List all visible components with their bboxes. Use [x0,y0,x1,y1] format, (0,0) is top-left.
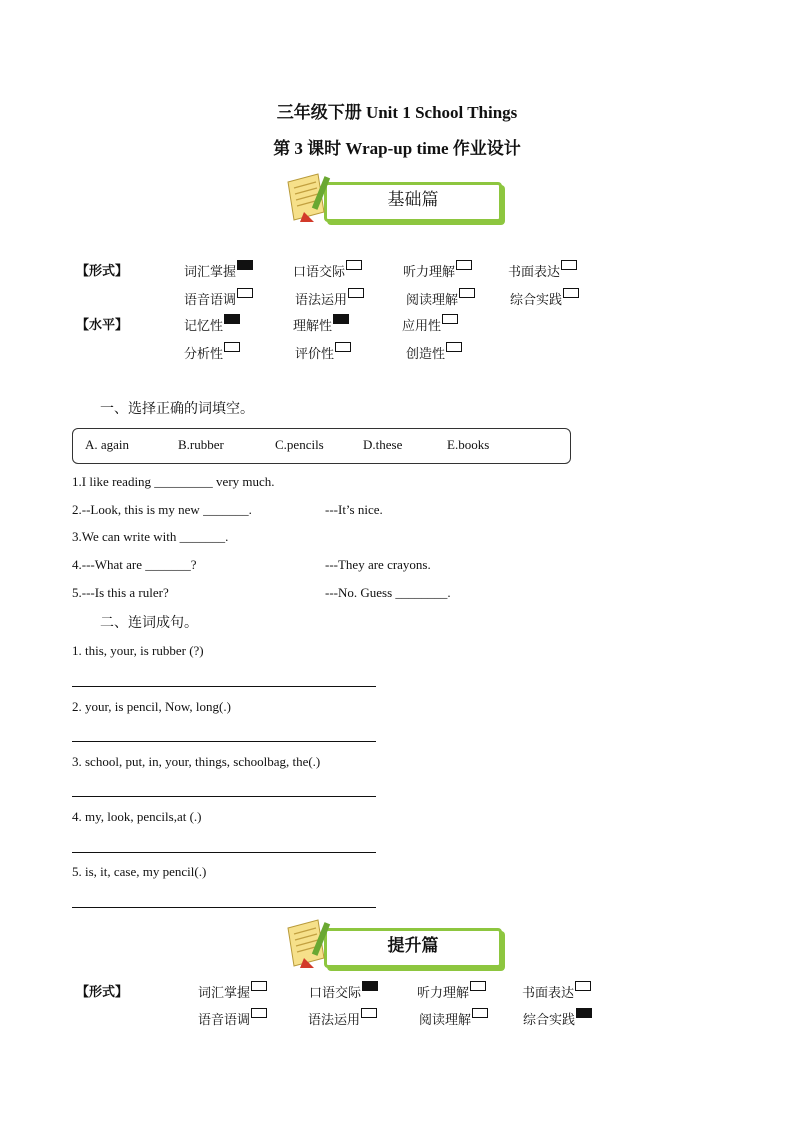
answer-line-4[interactable] [72,852,376,853]
level-item-evaluation: 评价性 [295,342,351,362]
notepad-pencil-icon [284,172,340,224]
form2-item-listening: 听力理解 [417,981,486,1001]
checkbox[interactable] [251,1008,267,1018]
form2-item-writing: 书面表达 [522,981,591,1001]
form2-item-reading: 阅读理解 [419,1008,488,1028]
form-item-writing: 书面表达 [508,260,577,280]
form-item-reading: 阅读理解 [406,288,475,308]
page-title: 三年级下册 Unit 1 School Things [276,103,518,122]
checkbox[interactable] [575,981,591,991]
question-5-reply: ---No. Guess ________. [325,585,451,600]
checkbox[interactable] [561,260,577,270]
option-e: E.books [447,437,490,452]
level-item-creation: 创造性 [406,342,462,362]
sentence-item-1: 1. this, your, is rubber (?) [72,643,204,658]
level-item-analysis: 分析性 [184,342,240,362]
checkbox[interactable] [563,288,579,298]
notepad-pencil-icon [284,918,340,970]
checkbox[interactable] [224,342,240,352]
checkbox-checked[interactable] [237,260,253,270]
question-2-reply: ---It’s nice. [325,502,383,517]
checkbox[interactable] [348,288,364,298]
sentence-item-5: 5. is, it, case, my pencil(.) [72,864,207,879]
form-item-speaking: 口语交际 [293,260,362,280]
checkbox-checked[interactable] [576,1008,592,1018]
checkbox[interactable] [251,981,267,991]
level-item-understanding: 理解性 [293,314,349,334]
form2-item-grammar: 语法运用 [308,1008,377,1028]
checkbox[interactable] [446,342,462,352]
question-2: 2.--Look, this is my new _______. [72,502,252,517]
sentence-item-4: 4. my, look, pencils,at (.) [72,809,202,824]
option-d: D.these [363,437,403,452]
sentence-item-3: 3. school, put, in, your, things, schoolbag, the(.) [72,754,321,769]
option-c: C.pencils [275,437,324,452]
form2-item-vocab: 词汇掌握 [198,981,267,1001]
checkbox[interactable] [335,342,351,352]
answer-line-1[interactable] [72,686,376,687]
form-item-vocab: 词汇掌握 [184,260,253,280]
part1-heading: 一、选择正确的词填空。 [100,401,254,417]
question-4: 4.---What are _______? [72,557,197,572]
option-b: B.rubber [178,437,224,452]
form2-item-speaking: 口语交际 [309,981,378,1001]
form-item-pronunciation: 语音语调 [184,288,253,308]
level-item-application: 应用性 [402,314,458,334]
answer-line-2[interactable] [72,741,376,742]
checkbox-checked[interactable] [362,981,378,991]
form-item-grammar: 语法运用 [295,288,364,308]
form-label: 【形式】 [76,264,129,279]
checkbox-checked[interactable] [224,314,240,324]
form-label-2: 【形式】 [76,985,129,1000]
word-options-box [72,428,571,464]
answer-line-3[interactable] [72,796,376,797]
banner-label: 提升篇 [387,936,439,956]
question-3: 3.We can write with _______. [72,529,229,544]
checkbox[interactable] [237,288,253,298]
checkbox[interactable] [442,314,458,324]
form2-item-pronunciation: 语音语调 [198,1008,267,1028]
form-item-practice: 综合实践 [510,288,579,308]
answer-line-5[interactable] [72,907,376,908]
level-label: 【水平】 [76,318,129,333]
checkbox[interactable] [470,981,486,991]
checkbox-checked[interactable] [333,314,349,324]
checkbox[interactable] [361,1008,377,1018]
checkbox[interactable] [346,260,362,270]
level-item-memory: 记忆性 [184,314,240,334]
section-banner-basic [284,172,514,224]
question-4-reply: ---They are crayons. [325,557,431,572]
question-5: 5.---Is this a ruler? [72,585,169,600]
lesson-subtitle: 第 3 课时 Wrap-up time 作业设计 [273,139,521,158]
banner-label: 基础篇 [387,190,439,210]
checkbox[interactable] [456,260,472,270]
form-item-listening: 听力理解 [403,260,472,280]
question-1: 1.I like reading _________ very much. [72,474,275,489]
option-a: A. again [85,437,130,452]
checkbox[interactable] [472,1008,488,1018]
form2-item-practice: 综合实践 [523,1008,592,1028]
section-banner-advanced [284,918,514,970]
part2-heading: 二、连词成句。 [100,615,198,631]
checkbox[interactable] [459,288,475,298]
sentence-item-2: 2. your, is pencil, Now, long(.) [72,699,231,714]
